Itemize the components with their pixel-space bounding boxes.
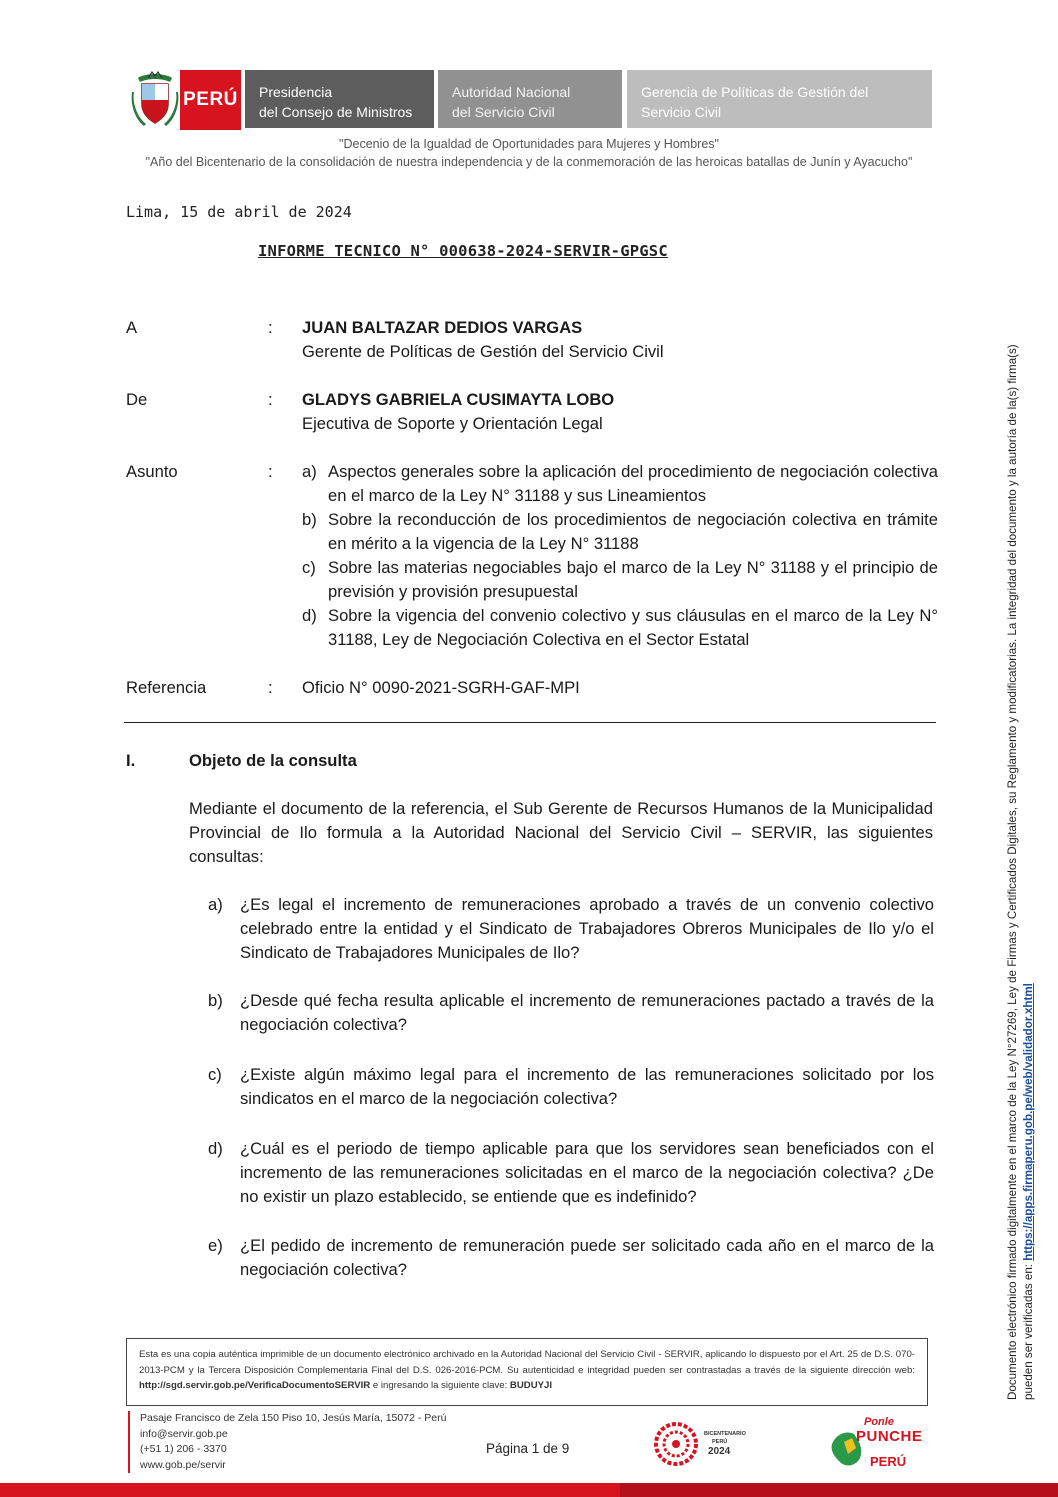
signature-note-line2	[1021, 210, 1037, 1400]
authenticity-key: BUDUYJI	[509, 1380, 553, 1391]
subject-item	[302, 508, 938, 556]
header-box-gerencia	[627, 70, 932, 128]
question-text: ¿Existe algún máximo legal para el incremento de las remuneraciones solicitado por los sindicatos en el marco de la negociación colectiva?	[240, 1065, 934, 1108]
punche-line: PUNCHE	[856, 1428, 923, 1445]
reference-label: Referencia	[126, 678, 207, 697]
from-label: De	[126, 390, 148, 409]
document-title: INFORME TECNICO N° 000638-2024-SERVIR-GPGSC	[258, 242, 668, 260]
header-box-gerencia-line1: Gerencia de Políticas de Gestión del	[641, 84, 869, 100]
header-box-pcm	[245, 70, 434, 128]
subject-item-text: Sobre las materias negociables bajo el marco de la Ley N° 31188 y el principio de previsión y provisión presupuestal	[328, 558, 938, 601]
to-colon: :	[268, 318, 273, 337]
question-text: ¿Cuál es el periodo de tiempo aplicable para que los servidores sean beneficiados con el incremento de las remuneraciones solicitadas en el marco de la negociación colectiva? ¿De no existir un plazo establecido, se entiende que es indefinido?	[240, 1139, 934, 1206]
question-item	[208, 1137, 934, 1209]
government-logo	[130, 70, 241, 130]
from-role: Ejecutiva de Soporte y Orientación Legal	[302, 414, 603, 433]
subject-item	[302, 460, 938, 508]
divider-rule	[124, 722, 936, 723]
subject-colon: :	[268, 462, 273, 481]
document-date: Lima, 15 de abril de 2024	[126, 203, 352, 221]
header-box-pcm-line1: Presidencia	[259, 84, 333, 100]
subject-item-marker: b)	[302, 510, 317, 529]
subject-item	[302, 556, 938, 604]
subject-item-marker: c)	[302, 558, 316, 577]
ponle-punche-logo	[826, 1414, 926, 1474]
to-role: Gerente de Políticas de Gestión del Servicio Civil	[302, 342, 664, 361]
contact-phone: (+51 1) 206 - 3370	[140, 1443, 227, 1456]
question-marker: b)	[208, 991, 223, 1010]
question-item	[208, 989, 934, 1037]
authenticity-text-2: e ingresando la siguiente clave:	[370, 1380, 510, 1391]
subject-item-marker: d)	[302, 606, 317, 625]
subject-list	[302, 460, 938, 652]
question-item	[208, 893, 934, 965]
question-marker: e)	[208, 1236, 223, 1255]
signature-note-line1: Documento electrónico firmado digitalmente en el marco de la Ley N°27269, Ley de Firmas y Certificados Digitales, su Reglamento y modificatorias. La integridad del documento y la autoría de la(s) firma(s)	[1006, 344, 1019, 1400]
question-text: ¿Es legal el incremento de remuneraciones aprobado a través de un convenio colectivo celebrado entre la entidad y el Sindicato de Trabajadores Obreros Municipales de Ilo y/o el Sindicato de Trabajadores Municipales de Ilo?	[240, 895, 934, 962]
coat-of-arms-icon	[130, 70, 180, 130]
punche-line: PERÚ	[870, 1454, 907, 1469]
subject-item-marker: a)	[302, 462, 317, 481]
from-block	[302, 388, 938, 436]
decree-line-1: "Decenio de la Igualdad de Oportunidades para Mujeres y Hombres"	[339, 137, 719, 151]
signature-note-prefix: pueden ser verificadas en:	[1022, 1260, 1035, 1400]
header-box-servir	[438, 70, 622, 128]
from-colon: :	[268, 390, 273, 409]
bicentenario-line: 2024	[708, 1446, 731, 1457]
to-label: A	[126, 318, 138, 337]
section-number: I.	[126, 751, 136, 770]
question-text: ¿Desde qué fecha resulta aplicable el incremento de remuneraciones pactado a través de la negociación colectiva?	[240, 991, 934, 1034]
bicentenario-line: PERÚ	[712, 1439, 728, 1445]
bicentenario-line: BICENTENARIO	[704, 1431, 746, 1437]
header-box-servir-line2: del Servicio Civil	[452, 104, 555, 120]
peru-label: PERÚ	[180, 70, 241, 130]
from-name: GLADYS GABRIELA CUSIMAYTA LOBO	[302, 390, 615, 409]
authenticity-text: Esta es una copia auténtica imprimible de un documento electrónico archivado en la Autoridad Nacional del Servicio Civil - SERVIR, aplicando lo dispuesto por el Art. 25 de D.S. 070-2013-PCM y la Tercera Disposición Complementaria Final del D.S. 026-2016-PCM. Su autenticidad e integridad pueden ser contrastadas a través de la siguiente dirección web:	[139, 1349, 915, 1376]
contact-website[interactable]: www.gob.pe/servir	[140, 1458, 226, 1471]
bicentenario-logo	[652, 1420, 752, 1468]
decree-line-2: "Año del Bicentenario de la consolidación de nuestra independencia y de la conmemoración de las heroicas batallas de Junín y Ayacucho"	[145, 155, 913, 169]
subject-item-text: Sobre la vigencia del convenio colectivo y sus cláusulas en el marco de la Ley N° 31188, Ley de Negociación Colectiva en el Sector Estatal	[328, 606, 938, 649]
question-marker: d)	[208, 1139, 223, 1158]
punche-line: Ponle	[864, 1416, 894, 1428]
reference-value: Oficio N° 0090-2021-SGRH-GAF-MPI	[302, 678, 580, 697]
reference-colon: :	[268, 678, 273, 697]
contact-block	[128, 1411, 446, 1473]
question-item	[208, 1234, 934, 1282]
subject-item	[302, 604, 938, 652]
contact-email[interactable]: info@servir.gob.pe	[140, 1427, 228, 1440]
subject-item-text: Aspectos generales sobre la aplicación del procedimiento de negociación colectiva en el marco de la Ley N° 31188 y sus Lineamientos	[328, 462, 938, 505]
header-box-pcm-line2: del Consejo de Ministros	[259, 104, 413, 120]
question-marker: c)	[208, 1065, 222, 1084]
subject-item-text: Sobre la reconducción de los procedimientos de negociación colectiva en trámite en mérito a la vigencia de la Ley N° 31188	[328, 510, 938, 553]
intro-paragraph: Mediante el documento de la referencia, el Sub Gerente de Recursos Humanos de la Municipalidad Provincial de Ilo formula a la Autoridad Nacional del Servicio Civil – SERVIR, las siguientes consultas:	[189, 799, 933, 866]
question-item	[208, 1063, 934, 1111]
question-marker: a)	[208, 895, 223, 914]
to-block	[302, 316, 938, 364]
contact-address: Pasaje Francisco de Zela 150 Piso 10, Jesús María, 15072 - Perú	[140, 1412, 447, 1424]
validator-link[interactable]: https://apps.firmaperu.gob.pe/web/validador.xhtml	[1022, 983, 1035, 1261]
authenticity-url[interactable]: http://sgd.servir.gob.pe/VerificaDocumentoSERVIR	[139, 1380, 371, 1391]
section-title: Objeto de la consulta	[189, 751, 357, 770]
bicentenario-text	[704, 1430, 746, 1457]
digital-signature-note	[1005, 210, 1037, 1400]
question-text: ¿El pedido de incremento de remuneración puede ser solicitado cada año en el marco de la negociación colectiva?	[240, 1236, 934, 1279]
subject-label: Asunto	[126, 462, 178, 481]
authenticity-notice	[126, 1338, 928, 1406]
header-box-servir-line1: Autoridad Nacional	[452, 84, 571, 100]
page-number: Página 1 de 9	[486, 1441, 570, 1456]
header-box-gerencia-line2: Servicio Civil	[641, 104, 722, 120]
to-name: JUAN BALTAZAR DEDIOS VARGAS	[302, 318, 583, 337]
footer-red-bar-accent	[620, 1483, 1058, 1497]
